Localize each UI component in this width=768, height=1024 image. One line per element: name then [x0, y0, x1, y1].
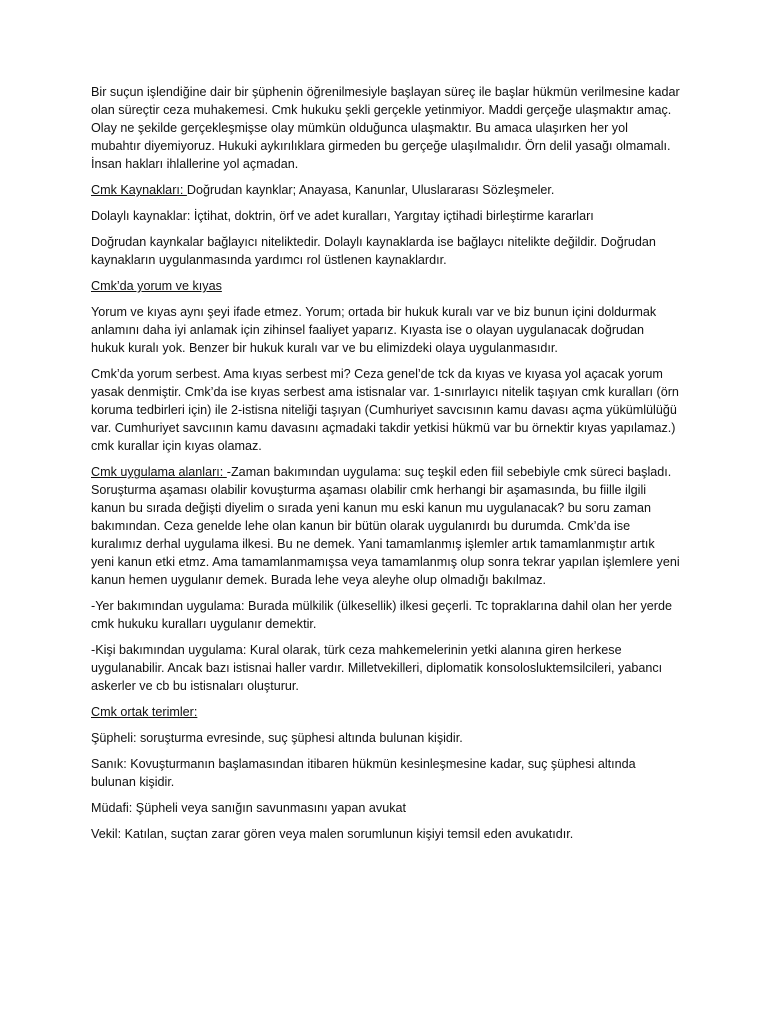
interpretation-heading	[91, 277, 680, 295]
analogy-paragraph: Cmk’da yorum serbest. Ama kıyas serbest mi? Ceza genel’de tck da kıyas ve kıyasa yol açacak yorum yasak denmiştir. Cmk’da ise kıyas serbest ama istisnalar var. 1-sınırlayıcı nitelik taşıyan cmk kuralları (örn koruma tedbirleri için) ile 2-istisna niteliği taşıyan (Cumhuriyet savcısının kamu davası açma yükümlülüğü var. Cumhuriyet savcıının kamu davasını açmadaki takdir yetkisi hükmü var bu örnektir kıyas yapılamaz.) cmk kurallar için kıyas olamaz.	[91, 367, 679, 453]
sources-paragraph	[91, 181, 680, 199]
interpretation-paragraph: Yorum ve kıyas aynı şeyi ifade etmez. Yorum; ortada bir hukuk kuralı var ve biz bunun içini doldurmak anlamını daha iyi anlamak için zihinsel faaliyet yaparız. Kıyasta ise o olayan uygulanacak doğrudan hukuk kuralı yok. Benzer bir hukuk kuralı var ve bu elimizdeki olaya uygulanmasıdır.	[91, 305, 657, 355]
binding-paragraph: Doğrudan kaynkalar bağlayıcı niteliktedir. Dolaylı kaynaklarda ise bağlaycı nitelikte değildir. Doğrudan kaynakların uygulanmasında yardımcı rol üstlenen kaynaklardır.	[91, 235, 656, 267]
terms-heading	[91, 703, 680, 721]
intro-paragraph: Bir suçun işlendiğine dair bir şüphenin öğrenilmesiyle başlayan süreç ile başlar hükmün verilmesine kadar olan süreçtir ceza muhakemesi. Cmk hukuku şekli gerçekle yetinmiyor. Maddi gerçeğe ulaşmaktır amaç. Olay ne şekilde gerçekleşmişse olay mümkün olduğunca ulaşmaktır. Bu amaca ulaşırken her yol mubahtır diyemiyoruz. Hukuki aykırılıklara girmeden bu gerçeğe ulaşılmalıdır. Örn delil yasağı olmamalı. İnsan hakları ihlallerine yol açmadan.	[91, 85, 680, 171]
term-suspect: Şüpheli: soruşturma evresinde, suç şüphesi altında bulunan kişidir.	[91, 731, 463, 745]
term-defense-counsel: Müdafi: Şüpheli veya sanığın savunmasını yapan avukat	[91, 801, 407, 815]
application-paragraph	[91, 463, 680, 589]
place-paragraph: -Yer bakımından uygulama: Burada mülkilik (ülkesellik) ilkesi geçerli. Tc topraklarına dahil olan her yerde cmk hukuku kuralları uygulanır demektir.	[91, 599, 672, 631]
application-text: -Zaman bakımından uygulama: suç teşkil eden fiil sebebiyle cmk süreci başladı. Soruşturma aşaması olabilir kovuşturma aşaması olabilir cmk herhangi bir aşamasında, bu fiille ilgili kanun bu sırada değişti diyelim o sırada yeni kanun mu eski kanun mu uygulanacak? bu soru zaman bakımından. Ceza genelde lehe olan kanun bir bütün olarak uygulanırdı bu durumda. Cmk’da ise kuralımız derhal uygulama ilkesi. Bu ne demek. Yani tamamlanmış işlemler artık tamamlanmıştır artık yeni kanun etki etmz. Ama tamamlanmamışsa veya tamamlanmış olup sonra tekrar yapılan işlemlere yeni kanun hemen uygulanır demek. Burada lehe veya aleyhe olup olmadığı bakılmaz.	[91, 465, 680, 587]
sources-text: Doğrudan kaynklar; Anayasa, Kanunlar, Uluslararası Sözleşmeler.	[186, 183, 555, 197]
sources-heading: Cmk Kaynakları:	[91, 183, 187, 197]
person-paragraph: -Kişi bakımından uygulama: Kural olarak, türk ceza mahkemelerinin yetki alanına giren herkese uygulanabilir. Ancak bazı istisnai haller vardır. Milletvekilleri, diplomatik konsolosluktemsilcileri, yabancı askerler ve cb bu istisnaları oluşturur.	[91, 643, 663, 693]
application-heading: Cmk uygulama alanları:	[91, 465, 227, 479]
interpretation-heading-text: Cmk’da yorum ve kıyas	[91, 279, 222, 293]
term-attorney: Vekil: Katılan, suçtan zarar gören veya malen sorumlunun kişiyi temsil eden avukatıdır.	[91, 827, 574, 841]
indirect-sources-paragraph: Dolaylı kaynaklar: İçtihat, doktrin, örf ve adet kuralları, Yargıtay içtihadi birleştirme kararları	[91, 209, 594, 223]
term-defendant: Sanık: Kovuşturmanın başlamasından itibaren hükmün kesinleşmesine kadar, suç şüphesi altında bulunan kişidir.	[91, 757, 636, 789]
terms-heading-text: Cmk ortak terimler:	[91, 705, 198, 719]
